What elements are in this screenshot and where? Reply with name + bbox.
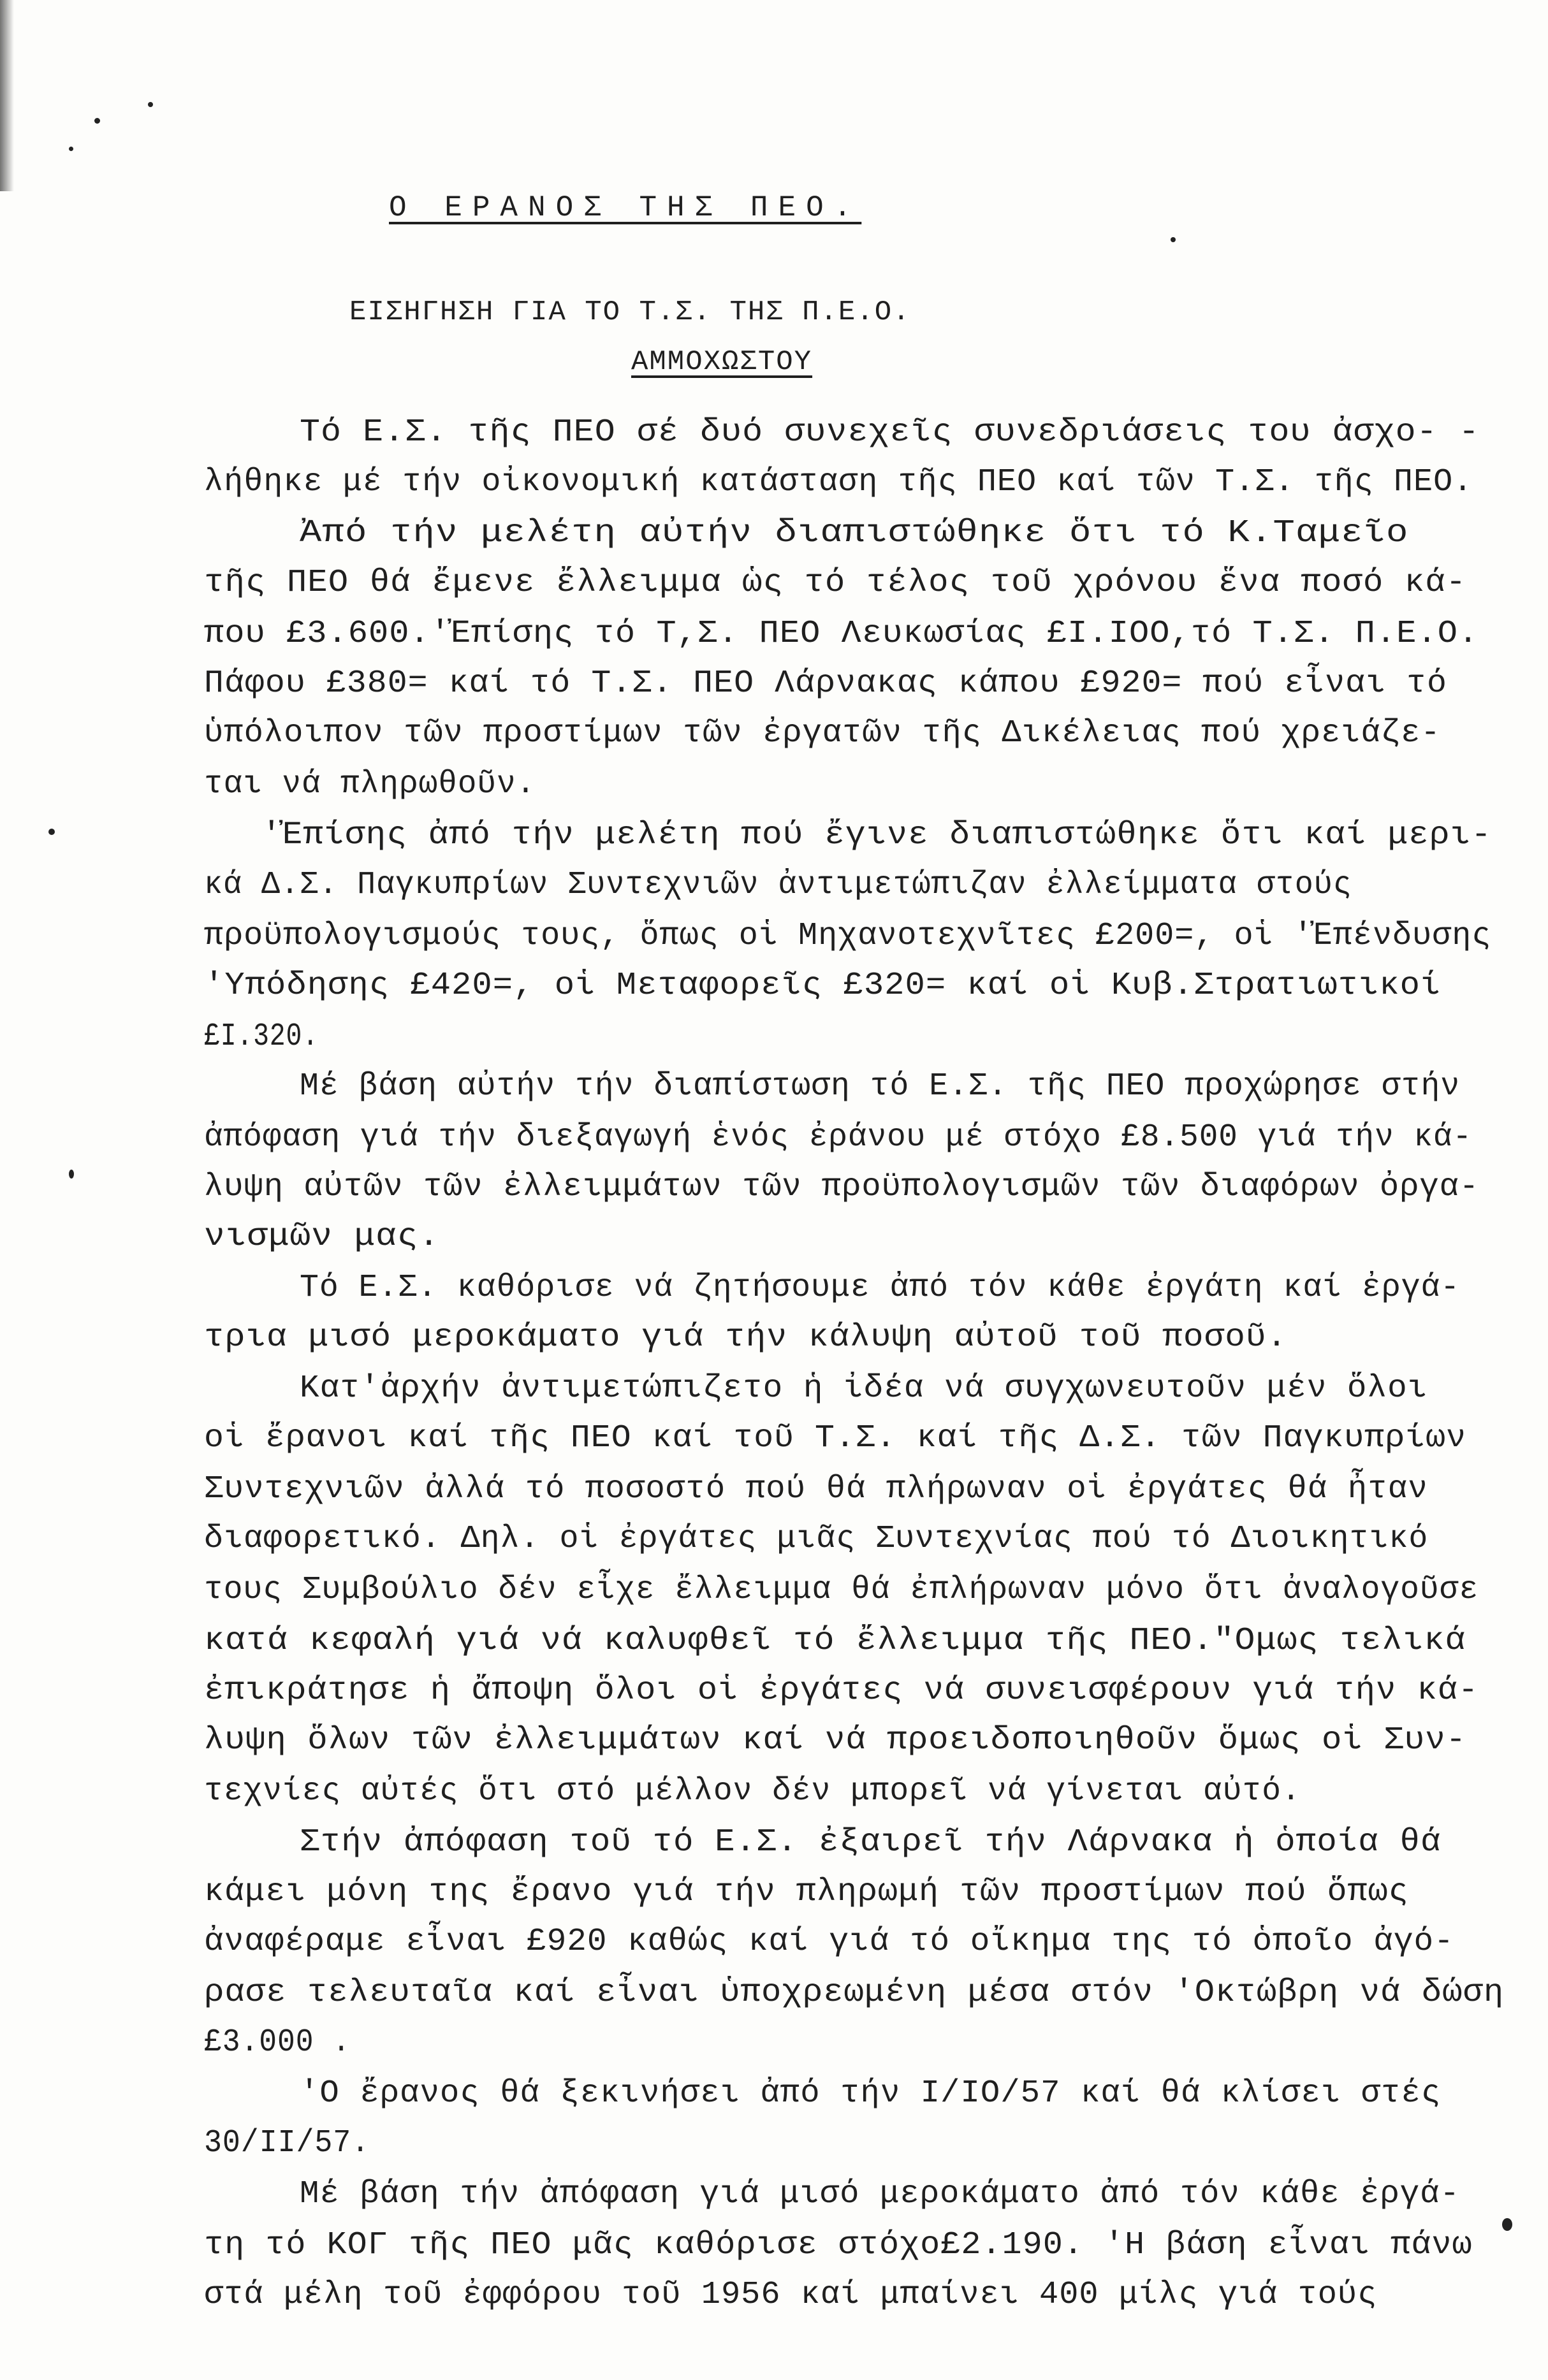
- body-text-line: στά μέλη τοῦ ἐφφόρου τοῦ 1956 καί μπαίνει 400 μίλς γιά τούς: [204, 2277, 1378, 2313]
- body-text-line: τη τό ΚΟΓ τῆς ΠΕΟ μᾶς καθόρισε στόχο£2.190. 'Η βάση εἶναι πάνω: [204, 2227, 1473, 2263]
- body-text-line: ἀπόφαση γιά τήν διεξαγωγή ἑνός ἐράνου μέ στόχο £8.500 γιά τήν κά-: [204, 1119, 1473, 1156]
- body-text-line: £3.000 .: [204, 2024, 351, 2061]
- body-text-line: ἀναφέραμε εἶναι £920 καθώς καί γιά τό οἴκημα της τό ὁποῖο ἀγό-: [204, 1924, 1454, 1960]
- body-text-line: Συντεχνιῶν ἀλλά τό ποσοστό πού θά πλήρωναν οἱ ἐργάτες θά ἦταν: [204, 1471, 1428, 1507]
- body-text-line: διαφορετικό. Δηλ. οἱ ἐργάτες μιᾶς Συντεχνίας πού τό Διοικητικό: [204, 1521, 1429, 1557]
- body-text-line: τεχνίες αὐτές ὅτι στό μέλλον δέν μπορεῖ νά γίνεται αὐτό.: [204, 1773, 1301, 1810]
- body-text-line: Στήν ἀπόφαση τοῦ τό Ε.Σ. ἐξαιρεῖ τήν Λάρνακα ἡ ὁποία θά: [300, 1824, 1442, 1861]
- body-text-line: λήθηκε μέ τήν οἰκονομική κατάσταση τῆς ΠΕΟ καί τῶν Τ.Σ. τῆς ΠΕΟ.: [204, 464, 1473, 500]
- body-text-line: λυψη αὐτῶν τῶν ἐλλειμμάτων τῶν προϋπολογισμῶν τῶν διαφόρων ὀργα-: [204, 1169, 1480, 1205]
- body-text-line: Κατ'ἀρχήν ἀντιμετώπιζετο ἡ ἰδέα νά συγχωνευτοῦν μέν ὅλοι: [300, 1370, 1428, 1407]
- body-text-line: κάμει μόνη της ἔρανο γιά τήν πληρωμή τῶν προστίμων πού ὅπως: [204, 1874, 1409, 1910]
- body-text-line: οἱ ἔρανοι καί τῆς ΠΕΟ καί τοῦ Τ.Σ. καί τῆς Δ.Σ. τῶν Παγκυπρίων: [204, 1420, 1466, 1456]
- body-text-line: Τό Ε.Σ. τῆς ΠΕΟ σέ δυό συνεχεῖς συνεδριάσεις του ἀσχο- -: [300, 414, 1480, 451]
- document-title: Ο ΕΡΑΝΟΣ ΤΗΣ ΠΕΟ.: [389, 191, 862, 224]
- body-text-line: £Ι.320.: [204, 1019, 319, 1055]
- scan-speck: [69, 1170, 74, 1179]
- body-text-line: 'Υπόδησης £420=, οἱ Μεταφορεῖς £320= καί οἱ Κυβ.Στρατιωτικοί: [204, 968, 1442, 1004]
- body-text-line: νισμῶν μας.: [204, 1219, 441, 1255]
- body-text-line: 30/ΙΙ/57.: [204, 2125, 370, 2161]
- body-text-line: ἐπικράτησε ἡ ἄποψη ὅλοι οἱ ἐργάτες νά συνεισφέρουν γιά τήν κά-: [204, 1673, 1479, 1709]
- body-text-line: 'Ἐπίσης ἀπό τήν μελέτη πού ἔγινε διαπιστώθηκε ὅτι καί μερι-: [261, 817, 1492, 853]
- document-subtitle: ΕΙΣΗΓΗΣΗ ΓΙΑ ΤΟ Τ.Σ. ΤΗΣ Π.Ε.Ο.: [349, 296, 911, 328]
- body-text-line: ὑπόλοιπον τῶν προστίμων τῶν ἐργατῶν τῆς Δικέλειας πού χρειάζε-: [204, 715, 1441, 751]
- scan-speck: [148, 102, 153, 107]
- body-text-line: λυψη ὅλων τῶν ἐλλειμμάτων καί νά προειδοποιηθοῦν ὅμως οἱ Συν-: [204, 1722, 1467, 1759]
- scan-speck: [69, 147, 73, 151]
- scan-speck: [48, 829, 55, 835]
- body-text-line: Ἀπό τήν μελέτη αὐτήν διαπιστώθηκε ὅτι τό Κ.Ταμεῖο: [300, 515, 1409, 551]
- body-text-line: 'Ο ἔρανος θά ξεκινήσει ἀπό τήν Ι/ΙΟ/57 καί θά κλίσει στές: [300, 2075, 1442, 2112]
- body-text-line: ρασε τελευταῖα καί εἶναι ὑποχρεωμένη μέσα στόν 'Οκτώβρη νά δώση: [204, 1975, 1505, 2011]
- scan-edge-shadow: [0, 0, 14, 191]
- scan-speck: [94, 118, 100, 124]
- document-subtitle-location: ΑΜΜΟΧΩΣΤΟΥ: [631, 346, 813, 378]
- body-text-line: τους Συμβούλιο δέν εἶχε ἔλλειμμα θά ἐπλήρωναν μόνο ὅτι ἀναλογοῦσε: [204, 1572, 1479, 1608]
- body-text-line: προϋπολογισμούς τους, ὅπως οἱ Μηχανοτεχνῖτες £200=, οἱ 'Ἐπένδυσης: [204, 918, 1492, 954]
- body-text-line: τρια μισό μεροκάματο γιά τήν κάλυψη αὐτοῦ τοῦ ποσοῦ.: [204, 1319, 1288, 1356]
- body-text-line: Τό Ε.Σ. καθόρισε νά ζητήσουμε ἀπό τόν κάθε ἐργάτη καί ἐργά-: [300, 1270, 1461, 1306]
- body-text-line: ται νά πληρωθοῦν.: [204, 766, 536, 802]
- body-text-line: Πάφου £380= καί τό Τ.Σ. ΠΕΟ Λάρνακας κάπου £920= πού εἶναι τό: [204, 665, 1447, 702]
- body-text-line: Μέ βάση τήν ἀπόφαση γιά μισό μεροκάματο ἀπό τόν κάθε ἐργά-: [300, 2176, 1460, 2212]
- body-text-line: κά Δ.Σ. Παγκυπρίων Συντεχνιῶν ἀντιμετώπιζαν ἐλλείμματα στούς: [204, 867, 1352, 903]
- body-text-line: που £3.600.'Ἐπίσης τό Τ,Σ. ΠΕΟ Λευκωσίας £Ι.ΙΟΟ,τό Τ.Σ. Π.Ε.Ο.: [204, 616, 1479, 652]
- body-text-line: τῆς ΠΕΟ θά ἔμενε ἔλλειμμα ὡς τό τέλος τοῦ χρόνου ἕνα ποσό κά-: [204, 565, 1467, 601]
- body-text-line: κατά κεφαλή γιά νά καλυφθεῖ τό ἔλλειμμα τῆς ΠΕΟ."Ομως τελικά: [204, 1623, 1466, 1659]
- scan-speck: [1502, 2218, 1512, 2231]
- scan-speck: [1171, 237, 1176, 242]
- body-text-line: Μέ βάση αὐτήν τήν διαπίστωση τό Ε.Σ. τῆς ΠΕΟ προχώρησε στήν: [300, 1068, 1461, 1105]
